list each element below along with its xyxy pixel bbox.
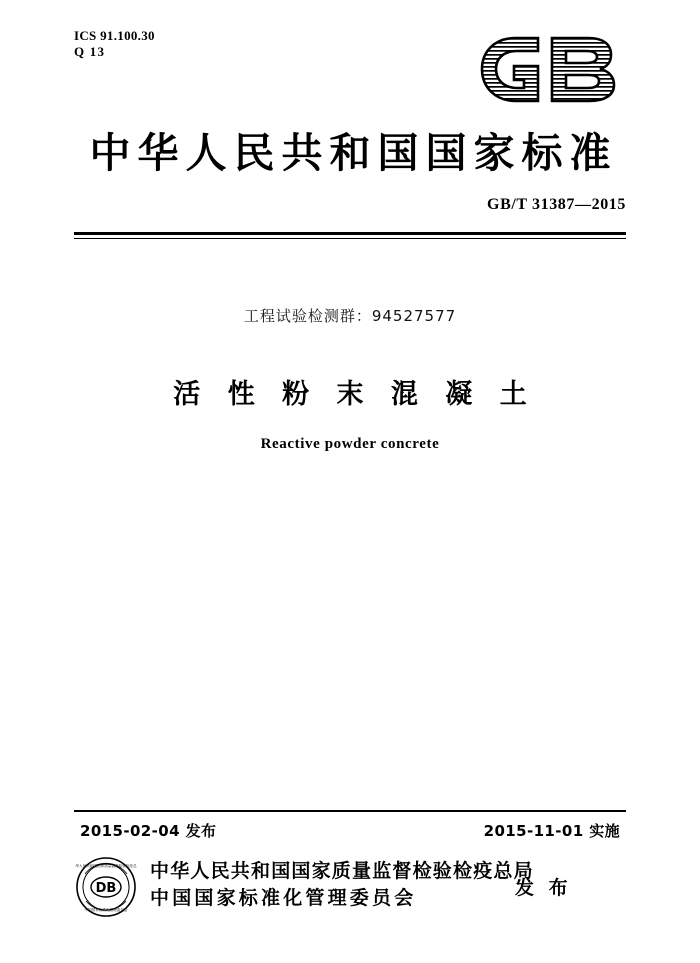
svg-text:中华人民共和国国家质量监督检验检疫总局: 中华人民共和国国家质量监督检验检疫总局 [75,864,137,868]
publish-label: 发 布 [515,877,572,899]
issue-date: 2015-02-04 发布 [80,822,217,840]
aqsiq-emblem-icon [75,856,137,918]
page-title: 中华人民共和国国家标准 [89,129,618,177]
subject-title-en: Reactive powder concrete [260,436,440,452]
implementation-date: 2015-11-01 实施 [483,822,620,840]
ics-classification-block [74,28,155,60]
ccs-code: Q 13 [74,44,106,59]
divider-thick-top [74,232,626,235]
issuer-line-2: 中国国家标准化管理委员会 [150,887,417,909]
group-note: 工程试验检测群：94527577 [243,307,457,325]
svg-text:中国国家标准化管理委员会: 中国国家标准化管理委员会 [84,908,128,912]
subject-title-cn: 活 性 粉 末 混 凝 土 [173,379,536,410]
gb-logo-icon [476,30,626,108]
standard-number: GB/T 31387—2015 [487,196,626,213]
svg-text:DB: DB [95,881,117,896]
ics-number: ICS 91.100.30 [74,28,155,43]
issuer-organizations [150,858,534,912]
divider-thin-top [74,238,626,239]
issuer-line-1: 中华人民共和国国家质量监督检验检疫总局 [150,860,534,882]
divider-bottom [74,810,626,812]
